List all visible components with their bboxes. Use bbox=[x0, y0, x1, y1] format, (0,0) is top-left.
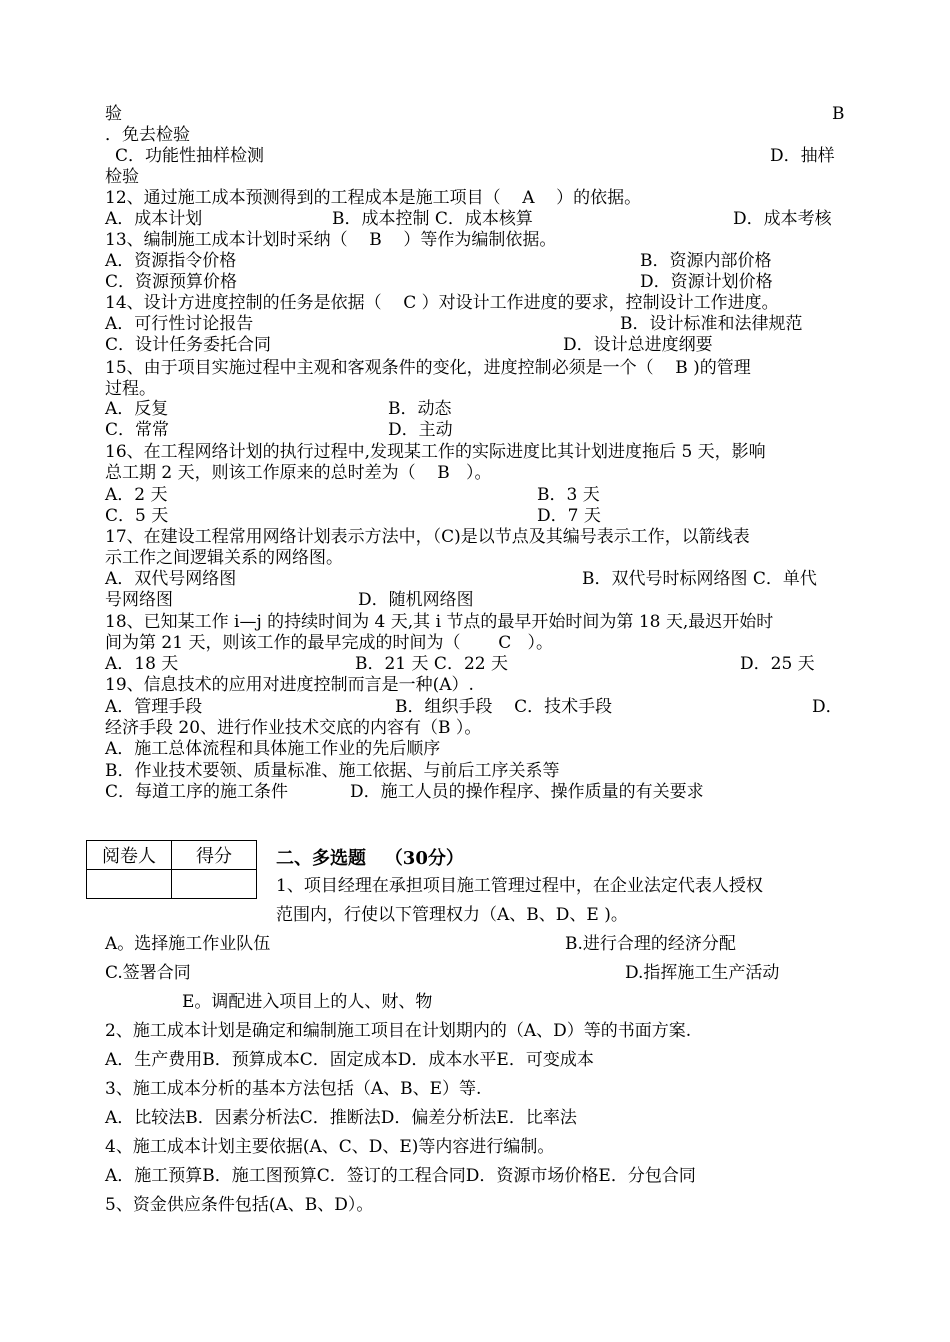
options-m3: A．比较法B．因素分析法C．推断法D．偏差分析法E．比率法 bbox=[105, 1108, 577, 1128]
option-a: A．反复 bbox=[105, 399, 169, 419]
option-e: E。调配进入项目上的人、财、物 bbox=[182, 992, 433, 1012]
text-line: 检验 bbox=[105, 167, 139, 187]
reviewer-label: 阅卷人 bbox=[87, 841, 172, 870]
option-d: D．7 天 bbox=[537, 506, 601, 526]
option-a: A．2 天 bbox=[105, 485, 168, 505]
option-d: D． bbox=[812, 697, 843, 717]
option-b: B．设计标准和法律规范 bbox=[620, 314, 803, 334]
option-d: D.指挥施工生产活动 bbox=[625, 963, 780, 983]
option-b: B．21 天 C．22 天 bbox=[355, 654, 508, 674]
option-c: C．5 天 bbox=[105, 506, 169, 526]
option-c: C．常常 bbox=[105, 420, 170, 440]
option-c: C.签署合同 bbox=[105, 963, 191, 983]
text-line: 验 bbox=[105, 104, 122, 124]
option-d: D．资源计划价格 bbox=[640, 272, 773, 292]
reviewer-cell bbox=[87, 870, 172, 899]
option-d: D．主动 bbox=[388, 420, 453, 440]
option-b: B．作业技术要领、质量标准、施工依据、与前后工序关系等 bbox=[105, 761, 560, 781]
option-d: D．施工人员的操作程序、操作质量的有关要求 bbox=[350, 782, 704, 802]
text-line: B bbox=[832, 104, 845, 124]
score-cell bbox=[172, 870, 257, 899]
option-d: D．成本考核 bbox=[733, 209, 832, 229]
question-m5: 5、资金供应条件包括(A、B、D）。 bbox=[105, 1195, 374, 1215]
option-c: C．每道工序的施工条件 bbox=[105, 782, 289, 802]
option-a: A．资源指令价格 bbox=[105, 251, 237, 271]
score-box bbox=[86, 840, 257, 899]
option-a: A．18 天 bbox=[105, 654, 179, 674]
question-15: 15、由于项目实施过程中主观和客观条件的变化，进度控制必须是一个（ B )的管理 bbox=[105, 358, 751, 378]
question-13: 13、编制施工成本计划时采纳（ B ）等作为编制依据。 bbox=[105, 230, 557, 250]
option-a: A．双代号网络图 bbox=[105, 569, 237, 589]
option-d: D．抽样 bbox=[770, 146, 835, 166]
option-c: C．功能性抽样检测 bbox=[115, 146, 265, 166]
option-a: A．施工总体流程和具体施工作业的先后顺序 bbox=[105, 739, 441, 759]
question-m3: 3、施工成本分析的基本方法包括（A、B、E）等. bbox=[105, 1079, 482, 1099]
option-b: B．组织手段 C．技术手段 bbox=[395, 697, 613, 717]
text-line: 范围内，行使以下管理权力（A、B、D、E )。 bbox=[276, 905, 628, 925]
option-c: C．设计任务委托合同 bbox=[105, 335, 272, 355]
option-a: A．管理手段 bbox=[105, 697, 203, 717]
question-18: 18、已知某工作 i—j 的持续时间为 4 天,其 i 节点的最早开始时间为第 18 天,最迟开始时 bbox=[105, 612, 774, 632]
score-label: 得分 bbox=[172, 841, 257, 870]
question-12: 12、通过施工成本预测得到的工程成本是施工项目（ A ）的依据。 bbox=[105, 188, 642, 208]
option-a: A。选择施工作业队伍 bbox=[105, 934, 271, 954]
text-line: 示工作之间逻辑关系的网络图。 bbox=[105, 548, 343, 568]
option-b: B.进行合理的经济分配 bbox=[565, 934, 736, 954]
option-c: 号网络图 bbox=[105, 590, 173, 610]
option-b: B．双代号时标网络图 C．单代 bbox=[582, 569, 817, 589]
text-line: ．免去检验 bbox=[105, 125, 190, 145]
section-heading: 二、多选题 （30分） bbox=[276, 848, 464, 869]
question-m1: 1、项目经理在承担项目施工管理过程中，在企业法定代表人授权 bbox=[276, 876, 763, 896]
option-b: B．资源内部价格 bbox=[640, 251, 772, 271]
text-line: 过程。 bbox=[105, 379, 156, 399]
question-16: 16、在工程网络计划的执行过程中,发现某工作的实际进度比其计划进度拖后 5 天，影响 bbox=[105, 442, 766, 462]
option-b: B．动态 bbox=[388, 399, 452, 419]
text-line: 总工期 2 天，则该工作原来的总时差为（ B ）。 bbox=[105, 463, 492, 483]
option-b: B．成本控制 C．成本核算 bbox=[332, 209, 533, 229]
question-19: 19、信息技术的应用对进度控制而言是一种(A）. bbox=[105, 675, 474, 695]
question-20: 经济手段 20、进行作业技术交底的内容有（B ）。 bbox=[105, 718, 482, 738]
options-m2: A．生产费用B．预算成本C．固定成本D．成本水平E．可变成本 bbox=[105, 1050, 594, 1070]
option-d: D．随机网络图 bbox=[358, 590, 474, 610]
question-17: 17、在建设工程常用网络计划表示方法中，（C)是以节点及其编号表示工作，以箭线表 bbox=[105, 527, 750, 547]
option-c: C．资源预算价格 bbox=[105, 272, 238, 292]
options-m4: A．施工预算B．施工图预算C．签订的工程合同D．资源市场价格E．分包合同 bbox=[105, 1166, 696, 1186]
option-a: A．成本计划 bbox=[105, 209, 203, 229]
question-14: 14、设计方进度控制的任务是依据（ C ）对设计工作进度的要求，控制设计工作进度。 bbox=[105, 293, 779, 313]
question-m4: 4、施工成本计划主要依据(A、C、D、E)等内容进行编制。 bbox=[105, 1137, 555, 1157]
text-line: 间为第 21 天，则该工作的最早完成的时间为（ C ）。 bbox=[105, 633, 553, 653]
question-m2: 2、施工成本计划是确定和编制施工项目在计划期内的（A、D）等的书面方案. bbox=[105, 1021, 692, 1041]
option-d: D．设计总进度纲要 bbox=[563, 335, 713, 355]
option-d: D．25 天 bbox=[740, 654, 815, 674]
option-b: B．3 天 bbox=[537, 485, 600, 505]
option-a: A．可行性讨论报告 bbox=[105, 314, 254, 334]
